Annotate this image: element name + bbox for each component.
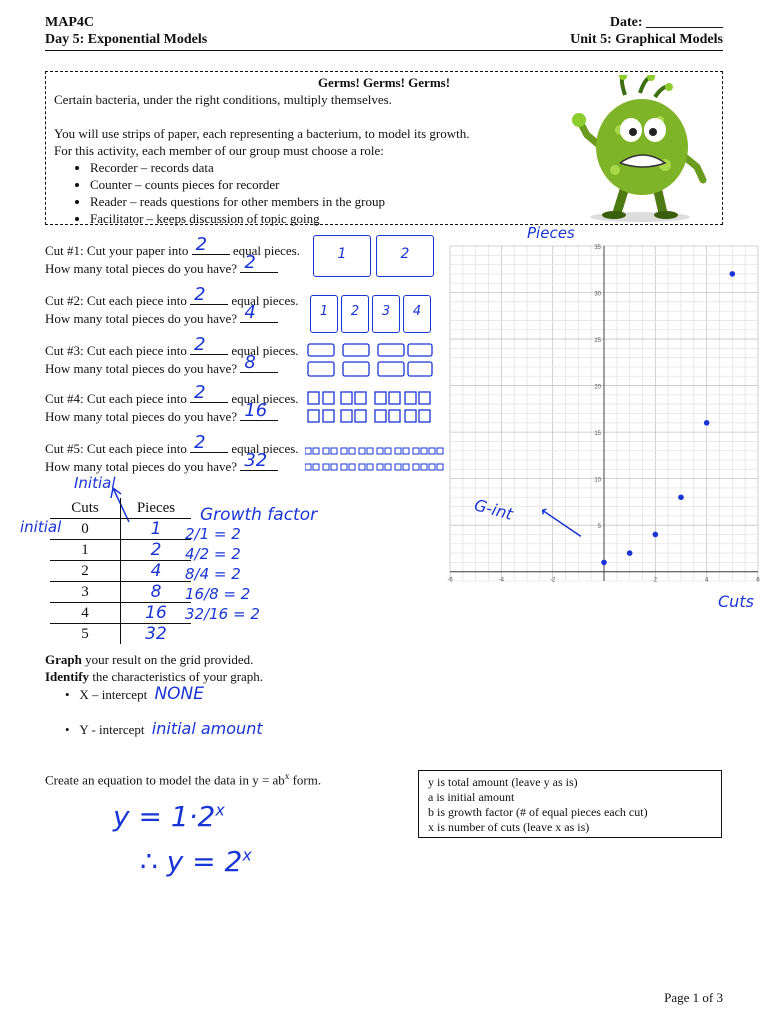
graph-annotation: G-int: [472, 495, 515, 524]
cut-1-answer: 2: [195, 234, 208, 255]
ratio-list: [185, 524, 260, 624]
graph-x-label: Cuts: [718, 592, 754, 611]
table-row: 2 4: [50, 561, 191, 582]
table-header-cuts: Cuts: [50, 498, 121, 519]
y-tick-label: 10: [594, 477, 601, 484]
x-tick-label: 6: [756, 577, 760, 584]
cut-5-answer: 2: [194, 432, 206, 453]
cut-5-total: 32: [244, 450, 268, 471]
sketch-piece: 1: [313, 235, 371, 277]
definitions-box: [418, 770, 722, 838]
equation-prompt: Create an equation to model the data in $y = ab^x$ form.: [45, 771, 322, 788]
table-row: 1 2: [50, 540, 191, 561]
lesson-title: Day 5: Exponential Models: [45, 32, 208, 47]
page-number: Page 1 of 3: [664, 990, 723, 1005]
graph-y-label: Pieces: [527, 224, 575, 242]
table-row: 4 16: [50, 603, 191, 624]
x-tick-label: 4: [704, 577, 709, 584]
sketch-piece: 1: [310, 295, 338, 333]
graph-instructions: Graph your result on the grid provided. Identify the characteristics of your graph.: [45, 652, 264, 684]
cut-question-5: Cut #5: Cut each piece into 2 equal pieces. How many total pieces do you have? 32: [45, 432, 299, 474]
table-header-pieces: Pieces: [121, 498, 192, 519]
cut-2-answer: 2: [194, 284, 206, 305]
y-tick-label: 20: [594, 384, 601, 391]
intro-line: Certain bacteria, under the right conditions, multiply themselves.: [54, 92, 392, 107]
cut-1-total: 2: [244, 252, 256, 273]
annotation-growth-factor: Growth factor: [200, 505, 318, 525]
intro-title: Germs! Germs! Germs!: [317, 75, 451, 90]
role-item: • Counter – counts pieces for recorder: [90, 176, 722, 193]
definition-item: a is initial amount: [428, 790, 515, 804]
y-tick-label: 35: [594, 245, 601, 251]
definition-item: b is growth factor (# of equal pieces each cut): [428, 805, 648, 819]
sketch-piece: 4: [403, 295, 431, 333]
cut-question-1: Cut #1: Cut your paper into 2 equal pieces. How many total pieces do you have? 2: [45, 234, 300, 276]
sketch-piece: 2: [341, 295, 369, 333]
ratio-item: 2/1 = 2: [185, 525, 241, 543]
intro-line: You will use strips of paper, each representing a bacterium, to model its growth.: [54, 126, 470, 141]
data-point: [704, 420, 710, 426]
x-tick-label: -4: [498, 577, 505, 584]
definition-item: x is number of cuts (leave x as is): [428, 820, 590, 834]
table-row: 0 1: [50, 519, 191, 540]
date-field: Date: ___________: [609, 15, 723, 30]
data-point: [653, 532, 659, 538]
sketch-piece: 3: [372, 295, 400, 333]
role-item: • Reader – reads questions for other members in the group: [90, 193, 722, 210]
cut-4-answer: 2: [194, 382, 206, 403]
cut-question-2: Cut #2: Cut each piece into 2 equal pieces. How many total pieces do you have? 4: [45, 284, 299, 326]
header-rule: [45, 50, 723, 51]
cut-3-answer: 2: [194, 334, 206, 355]
ratio-item: 32/16 = 2: [185, 605, 260, 623]
ratio-item: 4/2 = 2: [185, 545, 241, 563]
cut-question-3: Cut #3: Cut each piece into 2 equal pieces. How many total pieces do you have? 8: [45, 334, 299, 376]
x-intercept-answer: NONE: [154, 684, 204, 704]
data-point: [678, 494, 684, 500]
germ-monster-illustration: [565, 75, 715, 223]
x-tick-label: -6: [447, 577, 453, 584]
annotation-initial-top: Initial: [74, 474, 116, 492]
scatter-graph: [440, 226, 765, 618]
sketch-piece: 2: [376, 235, 434, 277]
y-tick-label: 15: [594, 431, 601, 438]
data-point: [601, 560, 607, 566]
definition-item: y is total amount (leave y as is): [428, 775, 578, 789]
table-row: 5 32: [50, 624, 191, 645]
cut-4-total: 16: [244, 400, 268, 421]
intro-line: For this activity, each member of our group must choose a role:: [54, 143, 384, 158]
ratio-item: 8/4 = 2: [185, 565, 241, 583]
ratio-item: 16/8 = 2: [185, 585, 251, 603]
role-item: • Recorder – records data: [90, 159, 722, 176]
unit-title: Unit 5: Graphical Models: [570, 32, 723, 47]
course-code: MAP4C: [45, 15, 94, 30]
data-point: [730, 271, 736, 277]
equation-line-2: ∴ $y = 2^x$: [140, 845, 252, 878]
y-tick-label: 30: [594, 291, 601, 298]
cut-question-4: Cut #4: Cut each piece into 2 equal pieces. How many total pieces do you have? 16: [45, 382, 299, 424]
cuts-pieces-table: [50, 498, 191, 644]
annotation-initial-side: initial: [20, 518, 62, 536]
data-point: [627, 550, 633, 556]
x-tick-label: 2: [653, 577, 658, 584]
y-tick-label: 25: [594, 338, 601, 345]
cut-2-total: 4: [244, 302, 256, 323]
y-tick-label: 5: [597, 524, 601, 531]
sketch-small-pieces: [305, 340, 445, 480]
x-tick-label: -2: [549, 577, 556, 584]
cut-3-total: 8: [244, 352, 256, 373]
y-intercept-item: • Y - intercept initial amount: [65, 719, 263, 738]
equation-line-1: $y = 1\cdot 2^x$: [113, 800, 225, 833]
table-row: 3 8: [50, 582, 191, 603]
annotation-arrow: [542, 509, 581, 536]
y-intercept-answer: initial amount: [151, 719, 263, 738]
role-item: • Facilitator – keeps discussion of topic going: [90, 210, 722, 227]
x-intercept-item: • X – intercept NONE: [65, 684, 204, 704]
